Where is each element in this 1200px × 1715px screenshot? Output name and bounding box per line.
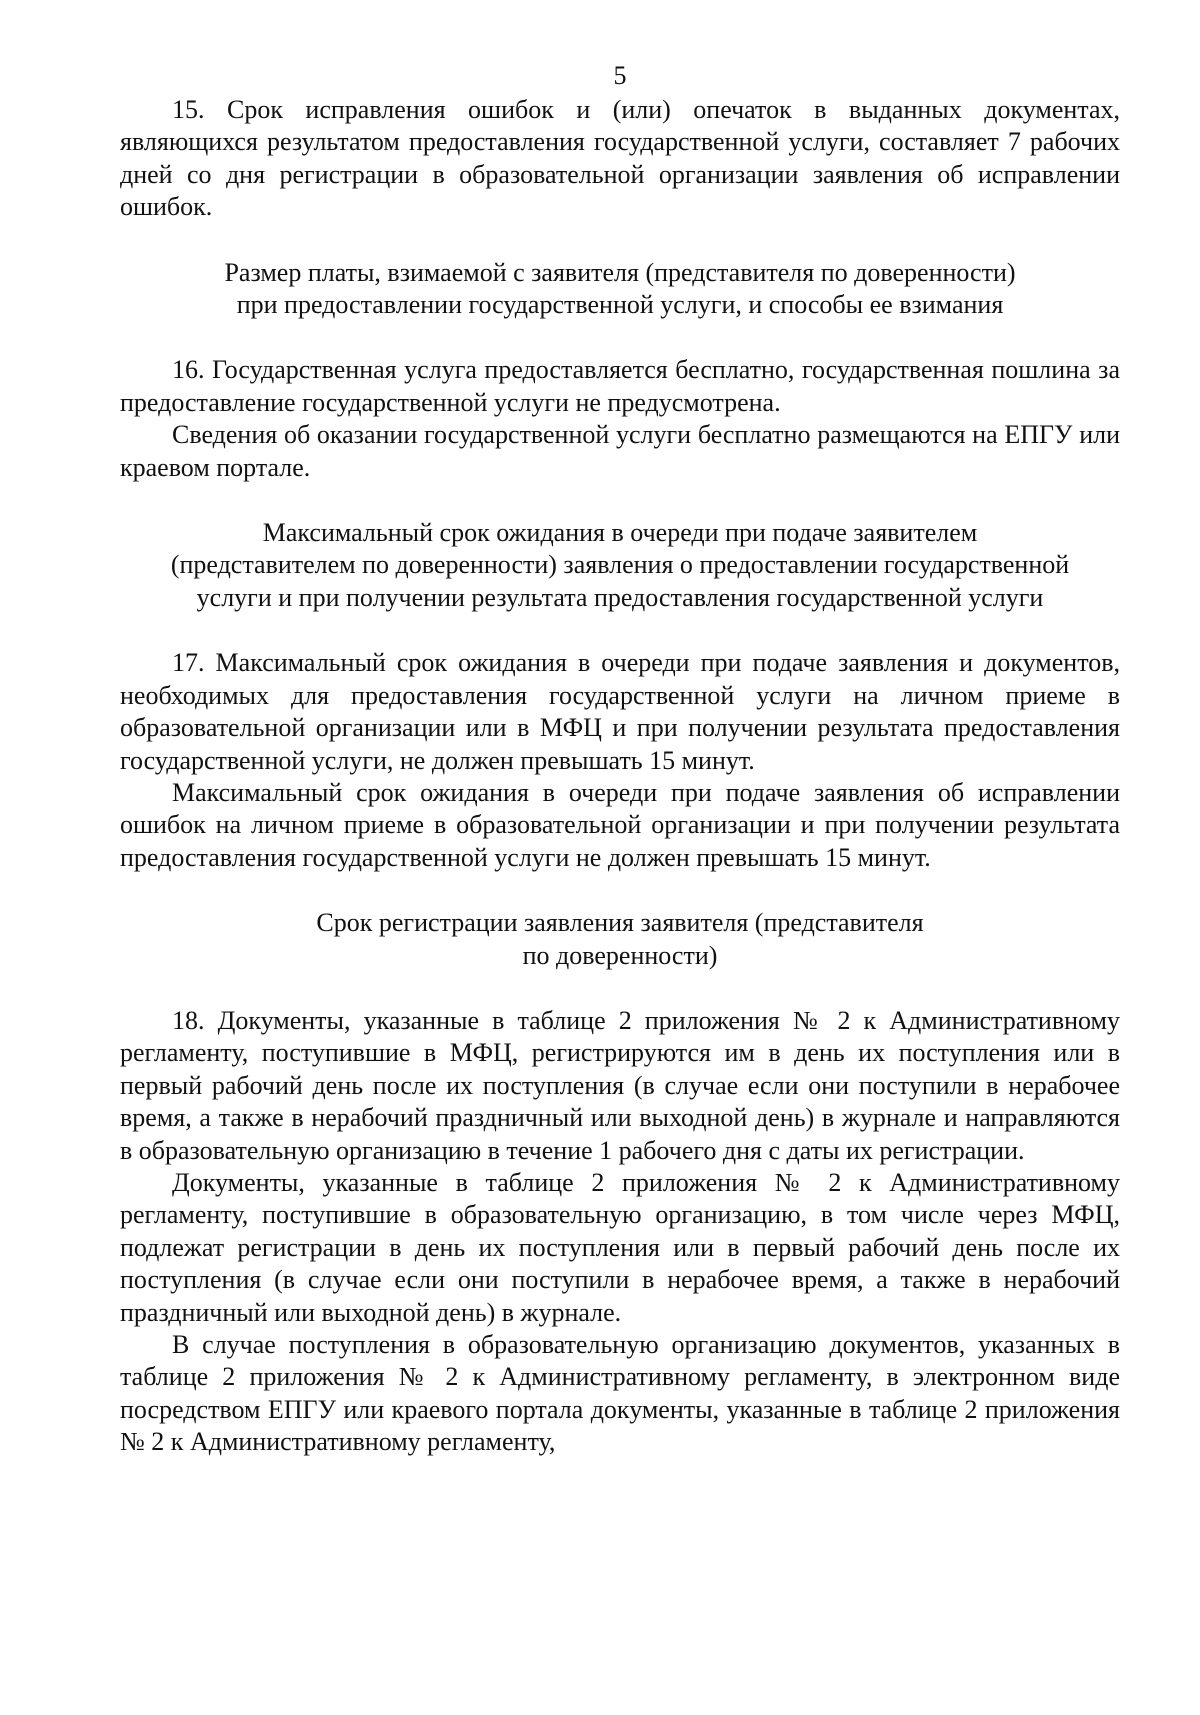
paragraph-16-2: Сведения об оказании государственной услуги бесплатно размещаются на ЕПГУ или краевом портале. (120, 420, 1120, 482)
paragraph-17-2: Максимальный срок ожидания в очереди при подаче заявления об исправлении ошибок на личном приеме в образовательной организации и при получении результата предоставления государственной услуги не должен превышать 15 минут. (120, 777, 1120, 872)
heading-fee-line-1: Размер платы, взимаемой с заявителя (представителя по доверенности) (224, 257, 1016, 287)
heading-wait (120, 517, 1120, 614)
document-page (120, 60, 1120, 1459)
paragraph-18-3: В случае поступления в образовательную организацию документов, указанных в таблице 2 приложения № 2 к Административному регламенту, в электронном виде посредством ЕПГУ или краевого портала документы, указанные в таблице 2 приложения № 2 к Административному регламенту, (120, 1330, 1120, 1457)
heading-registration-line-2: по доверенности) (522, 940, 718, 970)
heading-registration-line-1: Срок регистрации заявления заявителя (представителя (316, 908, 924, 938)
paragraph-16: 16. Государственная услуга предоставляется бесплатно, государственная пошлина за предоставление государственной услуги не предусмотрена. (120, 355, 1120, 417)
heading-wait-line-2: (представителем по доверенности) заявления о предоставлении государственной (170, 550, 1070, 580)
paragraph-18-2: Документы, указанные в таблице 2 приложения № 2 к Административному регламенту, поступившие в образовательную организацию, в том числе через МФЦ, подлежат регистрации в день их поступления или в первый рабочий день после их поступления (в случае если они поступили в нерабочее время, а также в нерабочий праздничный или выходной день) в журнале. (120, 1167, 1120, 1327)
paragraph-18: 18. Документы, указанные в таблице 2 приложения № 2 к Административному регламенту, поступившие в МФЦ, регистрируются им в день их поступления или в первый рабочий день после их поступления (в случае если они поступили в нерабочее время, а также в нерабочий праздничный или выходной день) в журнале и направляются в образовательную организацию в течение 1 рабочего дня с даты их регистрации. (120, 1005, 1120, 1165)
paragraph-15: 15. Срок исправления ошибок и (или) опечаток в выданных документах, являющихся результатом предоставления государственной услуги, составляет 7 рабочих дней со дня регистрации в образовательной организации заявления об исправлении ошибок. (120, 95, 1120, 222)
paragraph-17: 17. Максимальный срок ожидания в очереди при подаче заявления и документов, необходимых для предоставления государственной услуги на личном приеме в образовательной организации или в МФЦ и при получении результата предоставления государственной услуги, не должен превышать 15 минут. (120, 648, 1120, 775)
heading-fee (120, 257, 1120, 322)
heading-registration (120, 907, 1120, 972)
heading-wait-line-3: услуги и при получении результата предоставления государственной услуги (196, 582, 1044, 612)
heading-wait-line-1: Максимальный срок ожидания в очереди при подаче заявителем (262, 518, 978, 548)
page-number: 5 (613, 61, 627, 90)
heading-fee-line-2: при предоставлении государственной услуги, и способы ее взимания (236, 290, 1004, 320)
